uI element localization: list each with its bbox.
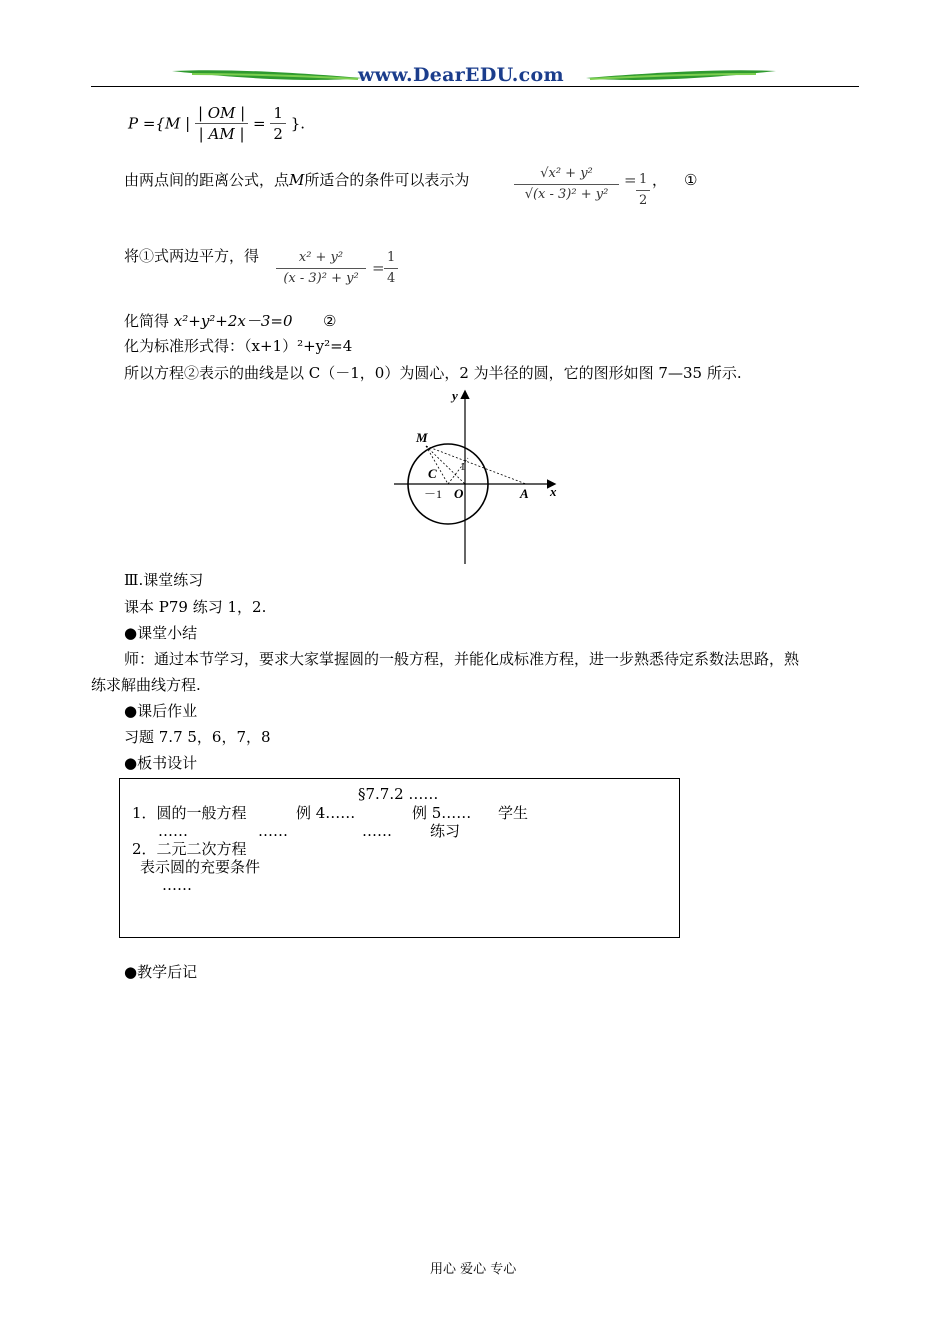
board-ex4: 例 4…… <box>296 804 356 822</box>
point-m-label: M <box>416 430 428 445</box>
header-logo <box>172 62 776 92</box>
formula-p-den: | AM | <box>198 125 245 143</box>
board-title-text: ●板书设计 <box>124 754 198 772</box>
postscript-title <box>124 962 197 982</box>
standard-prefix: 化为标准形式得： <box>124 337 245 355</box>
board-item1-dots: …… <box>158 822 188 840</box>
standard-expr: （x+1）²+y²=4 <box>244 337 353 355</box>
point-c-label: C <box>428 466 437 481</box>
line-conclusion <box>124 363 742 383</box>
homework-title <box>124 701 197 721</box>
para1-comma: ， <box>652 171 668 189</box>
section3-title <box>124 570 203 590</box>
para2-eq-sign: = <box>372 259 385 277</box>
logo-text: www.DearEDU.com <box>358 64 564 86</box>
para2-rhs-num: 1 <box>384 248 398 269</box>
para1-fraction <box>514 164 619 205</box>
para1-tail <box>652 170 667 190</box>
conclusion-text: 所以方程②表示的曲线是以 C（－1，0）为圆心，2 为半径的圆，它的图形如图 7—35 所示. <box>124 364 742 382</box>
board-item2: 2．二元二次方程 <box>132 840 247 858</box>
para1-marker <box>684 170 697 190</box>
homework-line <box>124 727 271 747</box>
simplify-marker <box>323 311 336 331</box>
formula-p-fraction <box>195 103 248 144</box>
para1-eq: = <box>624 171 637 189</box>
para2-frac-den: (x - 3)² + y² <box>283 271 359 286</box>
summary-title-text: ●课堂小结 <box>124 624 198 642</box>
para2-fraction <box>276 248 366 289</box>
formula-p-close: }. <box>290 114 306 133</box>
simplify-prefix: 化简得 <box>124 312 174 330</box>
point-o-label: O <box>454 486 464 501</box>
formula-p-eq: = <box>253 114 266 133</box>
one-label: 1 <box>460 461 466 473</box>
para1-frac-num: √x² + y² <box>514 164 619 185</box>
para1-text-a: 由两点间的距离公式，点 <box>124 171 290 189</box>
board-ex5-dots: …… <box>362 822 392 840</box>
x-axis-label: x <box>550 484 557 499</box>
formula-p <box>128 103 305 144</box>
footer-text: 用心 爱心 专心 <box>430 1262 517 1277</box>
summary-line1 <box>124 649 799 669</box>
footer <box>430 1260 516 1280</box>
summary-line2-text: 练求解曲线方程. <box>91 676 201 694</box>
para1-frac-den: √(x - 3)² + y² <box>524 187 609 202</box>
section3-line <box>124 597 266 617</box>
section3-title-text: Ⅲ.课堂练习 <box>124 571 204 589</box>
header-rule <box>91 86 859 87</box>
formula-p-lhs: P ={M | <box>128 114 191 133</box>
line-simplify <box>124 311 293 331</box>
homework-title-text: ●课后作业 <box>124 702 198 720</box>
segment-ma <box>426 446 526 484</box>
point-a-label: A <box>520 486 529 501</box>
section3-line-text: 课本 P79 练习 1，2. <box>124 598 267 616</box>
board-ex4-dots: …… <box>258 822 288 840</box>
board-item2-sub: 表示圆的充要条件 <box>140 858 261 876</box>
para2-rhs-den: 4 <box>387 271 396 286</box>
minus-one-label: －1 <box>424 487 443 501</box>
summary-line1-text: 师：通过本节学习，要求大家掌握圆的一般方程，并能化成标准方程，进一步熟悉待定系数法思路，熟 <box>124 650 800 668</box>
para1-rhs-frac <box>636 170 650 211</box>
board-title <box>124 753 197 773</box>
board-practice: 练习 <box>430 822 461 840</box>
circle-figure <box>390 386 570 566</box>
para1-rhs <box>624 170 637 190</box>
board-student: 学生 <box>498 804 529 822</box>
circled-one-marker: ① <box>684 171 698 189</box>
homework-text: 习题 7.7 5，6，7，8 <box>124 728 271 746</box>
para1-var: M <box>289 171 305 189</box>
board-box <box>119 778 680 938</box>
y-axis-label: y <box>452 388 458 403</box>
simplify-expr: x²+y²+2x－3=0 <box>173 312 293 330</box>
formula-p-rhs-num: 1 <box>270 103 286 124</box>
formula-p-rhs <box>270 103 286 144</box>
para2-text: 将①式两边平方，得 <box>124 247 260 265</box>
board-ex5: 例 5…… <box>412 804 472 822</box>
board-item1: 1．圆的一般方程 <box>132 804 247 822</box>
summary-line2 <box>91 675 201 695</box>
circled-two-marker: ② <box>323 312 337 330</box>
para1-rhs-num: 1 <box>636 170 650 191</box>
para1-rhs-den: 2 <box>639 193 648 208</box>
summary-title <box>124 623 197 643</box>
board-item2-dots: …… <box>162 876 192 894</box>
board-heading: §7.7.2 …… <box>358 785 439 803</box>
para-square <box>124 246 259 266</box>
formula-p-num: | OM | <box>195 103 248 124</box>
para2-eq <box>372 258 385 278</box>
formula-p-rhs-den: 2 <box>273 125 283 143</box>
postscript-text: ●教学后记 <box>124 963 198 981</box>
line-standard <box>124 336 352 356</box>
para-distance <box>124 170 469 190</box>
para1-text-b: 所适合的条件可以表示为 <box>304 171 470 189</box>
para2-frac-num: x² + y² <box>276 248 366 269</box>
para2-rhs <box>384 248 398 289</box>
